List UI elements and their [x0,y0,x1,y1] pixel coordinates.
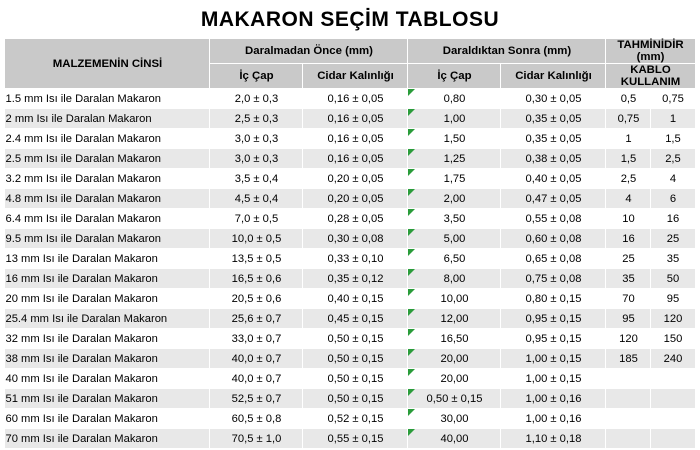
table-body [5,89,695,449]
cell-before-wall: 0,55 ± 0,15 [303,429,408,449]
cell-before-wall: 0,45 ± 0,15 [303,309,408,329]
cell-material: 25.4 mm Isı ile Daralan Makaron [5,309,210,329]
cell-after-inner: 2,00 [408,189,501,209]
cell-after-inner: 16,50 [408,329,501,349]
cell-cable-max: 2,5 [651,149,695,169]
table-header [5,39,695,89]
cell-material: 2.5 mm Isı ile Daralan Makaron [5,149,210,169]
cell-before-wall: 0,16 ± 0,05 [303,109,408,129]
table-header-group-row [5,39,695,64]
cell-material: 20 mm Isı ile Daralan Makaron [5,289,210,309]
table-row [5,189,695,209]
cell-after-inner: 0,50 ± 0,15 [408,389,501,409]
header-before-inner: İç Çap [210,64,303,89]
cell-after-wall: 0,80 ± 0,15 [501,289,606,309]
cell-after-wall: 0,55 ± 0,08 [501,209,606,229]
cell-after-wall: 1,00 ± 0,16 [501,409,606,429]
cell-before-inner: 3,0 ± 0,3 [210,149,303,169]
selection-table [4,38,695,449]
cell-cable-max: 1,5 [651,129,695,149]
table-row [5,209,695,229]
cell-material: 2 mm Isı ile Daralan Makaron [5,109,210,129]
cell-after-wall: 0,35 ± 0,05 [501,129,606,149]
header-material: MALZEMENİN CİNSİ [5,39,210,89]
cell-cable-min [606,369,651,389]
table-row [5,229,695,249]
cell-material: 32 mm Isı ile Daralan Makaron [5,329,210,349]
cell-before-inner: 3,5 ± 0,4 [210,169,303,189]
cell-material: 16 mm Isı ile Daralan Makaron [5,269,210,289]
table-row [5,309,695,329]
header-after-wall: Cidar Kalınlığı [501,64,606,89]
cell-after-inner: 40,00 [408,429,501,449]
cell-before-inner: 7,0 ± 0,5 [210,209,303,229]
cell-material: 38 mm Isı ile Daralan Makaron [5,349,210,369]
cell-cable-max [651,389,695,409]
cell-after-wall: 0,65 ± 0,08 [501,249,606,269]
cell-cable-min: 120 [606,329,651,349]
cell-after-inner: 20,00 [408,349,501,369]
table-row [5,329,695,349]
cell-cable-min [606,429,651,449]
cell-cable-max: 16 [651,209,695,229]
cell-cable-max: 1 [651,109,695,129]
cell-cable-max: 50 [651,269,695,289]
cell-cable-min: 1 [606,129,651,149]
cell-before-wall: 0,30 ± 0,08 [303,229,408,249]
cell-before-wall: 0,16 ± 0,05 [303,89,408,109]
cell-after-inner: 1,25 [408,149,501,169]
cell-cable-max: 150 [651,329,695,349]
cell-before-inner: 10,0 ± 0,5 [210,229,303,249]
cell-cable-max: 25 [651,229,695,249]
cell-before-wall: 0,33 ± 0,10 [303,249,408,269]
cell-before-inner: 25,6 ± 0,7 [210,309,303,329]
cell-cable-min: 16 [606,229,651,249]
cell-before-wall: 0,50 ± 0,15 [303,369,408,389]
cell-after-wall: 0,35 ± 0,05 [501,109,606,129]
cell-after-wall: 0,47 ± 0,05 [501,189,606,209]
cell-cable-min: 35 [606,269,651,289]
table-row [5,149,695,169]
table-row [5,409,695,429]
cell-cable-max: 4 [651,169,695,189]
cell-after-inner: 3,50 [408,209,501,229]
header-after-group: Daraldıktan Sonra (mm) [408,39,606,64]
cell-material: 4.8 mm Isı ile Daralan Makaron [5,189,210,209]
cell-material: 51 mm Isı ile Daralan Makaron [5,389,210,409]
cell-cable-max: 240 [651,349,695,369]
cell-material: 3.2 mm Isı ile Daralan Makaron [5,169,210,189]
cell-before-inner: 4,5 ± 0,4 [210,189,303,209]
header-before-group: Daralmadan Önce (mm) [210,39,408,64]
cell-material: 40 mm Isı ile Daralan Makaron [5,369,210,389]
cell-after-wall: 0,60 ± 0,08 [501,229,606,249]
cell-before-inner: 40,0 ± 0,7 [210,349,303,369]
cell-after-wall: 0,30 ± 0,05 [501,89,606,109]
cell-cable-min: 4 [606,189,651,209]
cell-cable-min: 70 [606,289,651,309]
cell-before-wall: 0,20 ± 0,05 [303,189,408,209]
cell-cable-max: 0,75 [651,89,695,109]
cell-before-wall: 0,20 ± 0,05 [303,169,408,189]
cell-after-wall: 0,75 ± 0,08 [501,269,606,289]
header-estimate-group: TAHMİNİDİR (mm) [606,39,695,64]
cell-after-inner: 20,00 [408,369,501,389]
cell-before-inner: 52,5 ± 0,7 [210,389,303,409]
header-cable-usage: KABLO KULLANIM [606,64,695,89]
table-row [5,349,695,369]
cell-material: 2.4 mm Isı ile Daralan Makaron [5,129,210,149]
cell-after-inner: 6,50 [408,249,501,269]
cell-cable-max: 120 [651,309,695,329]
table-row [5,109,695,129]
cell-cable-min: 0,5 [606,89,651,109]
page-title: MAKARON SEÇİM TABLOSU [200,8,500,31]
cell-material: 9.5 mm Isı ile Daralan Makaron [5,229,210,249]
cell-cable-max: 6 [651,189,695,209]
cell-before-inner: 2,0 ± 0,3 [210,89,303,109]
table-row [5,289,695,309]
cell-cable-max: 35 [651,249,695,269]
cell-after-inner: 0,80 [408,89,501,109]
cell-before-inner: 40,0 ± 0,7 [210,369,303,389]
cell-before-wall: 0,50 ± 0,15 [303,389,408,409]
cell-before-inner: 2,5 ± 0,3 [210,109,303,129]
cell-before-wall: 0,35 ± 0,12 [303,269,408,289]
cell-cable-min: 95 [606,309,651,329]
cell-cable-min: 25 [606,249,651,269]
cell-before-inner: 60,5 ± 0,8 [210,409,303,429]
cell-material: 70 mm Isı ile Daralan Makaron [5,429,210,449]
table-row [5,169,695,189]
cell-cable-min: 1,5 [606,149,651,169]
cell-after-wall: 1,00 ± 0,15 [501,369,606,389]
table-row [5,369,695,389]
cell-cable-max: 95 [651,289,695,309]
cell-after-inner: 1,00 [408,109,501,129]
cell-before-wall: 0,50 ± 0,15 [303,349,408,369]
table-row [5,269,695,289]
cell-cable-min: 10 [606,209,651,229]
cell-after-inner: 5,00 [408,229,501,249]
header-before-wall: Cidar Kalınlığı [303,64,408,89]
cell-before-wall: 0,40 ± 0,15 [303,289,408,309]
cell-cable-max [651,429,695,449]
cell-cable-min [606,409,651,429]
cell-material: 6.4 mm Isı ile Daralan Makaron [5,209,210,229]
table-row [5,389,695,409]
cell-after-inner: 1,75 [408,169,501,189]
header-after-inner: İç Çap [408,64,501,89]
cell-after-wall: 0,40 ± 0,05 [501,169,606,189]
table-row [5,129,695,149]
cell-before-wall: 0,28 ± 0,05 [303,209,408,229]
cell-before-inner: 3,0 ± 0,3 [210,129,303,149]
cell-after-wall: 1,00 ± 0,15 [501,349,606,369]
cell-before-inner: 33,0 ± 0,7 [210,329,303,349]
cell-after-wall: 1,00 ± 0,16 [501,389,606,409]
table-row [5,249,695,269]
cell-before-inner: 16,5 ± 0,6 [210,269,303,289]
cell-before-wall: 0,50 ± 0,15 [303,329,408,349]
cell-cable-min: 0,75 [606,109,651,129]
cell-before-wall: 0,52 ± 0,15 [303,409,408,429]
cell-after-wall: 1,10 ± 0,18 [501,429,606,449]
cell-material: 60 mm Isı ile Daralan Makaron [5,409,210,429]
cell-after-inner: 10,00 [408,289,501,309]
cell-cable-min [606,389,651,409]
cell-after-inner: 12,00 [408,309,501,329]
cell-after-wall: 0,95 ± 0,15 [501,329,606,349]
cell-after-wall: 0,95 ± 0,15 [501,309,606,329]
cell-cable-min: 2,5 [606,169,651,189]
cell-cable-min: 185 [606,349,651,369]
table-row [5,89,695,109]
table-row [5,429,695,449]
cell-after-inner: 30,00 [408,409,501,429]
cell-cable-max [651,369,695,389]
cell-before-inner: 13,5 ± 0,5 [210,249,303,269]
cell-before-wall: 0,16 ± 0,05 [303,129,408,149]
cell-material: 13 mm Isı ile Daralan Makaron [5,249,210,269]
cell-material: 1.5 mm Isı ile Daralan Makaron [5,89,210,109]
cell-after-inner: 1,50 [408,129,501,149]
cell-after-wall: 0,38 ± 0,05 [501,149,606,169]
cell-before-inner: 20,5 ± 0,6 [210,289,303,309]
cell-before-inner: 70,5 ± 1,0 [210,429,303,449]
cell-before-wall: 0,16 ± 0,05 [303,149,408,169]
cell-after-inner: 8,00 [408,269,501,289]
cell-cable-max [651,409,695,429]
